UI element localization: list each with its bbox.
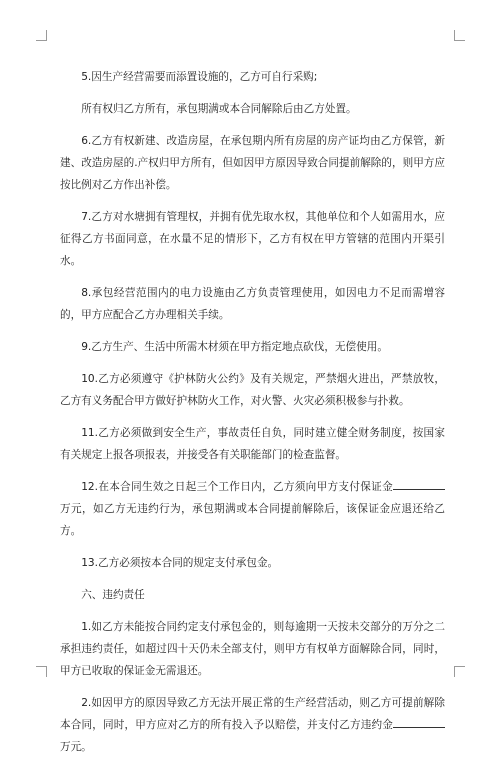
liability-clause-2 bbox=[60, 692, 445, 758]
clause-13: 13.乙方必须按本合同的规定支付承包金。 bbox=[81, 557, 279, 569]
penalty-amount-blank[interactable] bbox=[393, 715, 445, 728]
crop-mark-bottom-right bbox=[454, 666, 465, 677]
clause-6: 6.乙方有权新建、改造房屋，在承包期内所有房屋的房产证均由乙方保管，新建、改造房屋的.产权归甲方所有，但如因甲方原因导致合同提前解除的，则甲方应按比例对乙方作出补偿。 bbox=[60, 135, 445, 191]
clause-11: 11.乙方必须做到安全生产，事故责任自负，同时建立健全财务制度，按国家有关规定上报各项报表，并接受各有关职能部门的检查监督。 bbox=[60, 427, 445, 461]
liability-clause-2-text-after: 万元。 bbox=[60, 741, 92, 753]
section-heading-liability: 六、违约责任 bbox=[81, 589, 145, 601]
liability-clause-1: 1.如乙方未能按合同约定支付承包金的，则每逾期一天按未交部分的万分之二承担违约责任，如超过四十天仍未全部支付，则甲方有权单方面解除合同，同时，甲方已收取的保证金无需退还。 bbox=[60, 621, 445, 677]
deposit-amount-blank[interactable] bbox=[393, 477, 445, 490]
document-body bbox=[60, 66, 445, 758]
crop-mark-bottom-left bbox=[36, 666, 47, 677]
clause-5-continuation: 所有权归乙方所有，承包期满或本合同解除后由乙方处置。 bbox=[81, 103, 357, 115]
clause-8: 8.承包经营范围内的电力设施由乙方负责管理使用，如因电力不足而需增容的，甲方应配合乙方办理相关手续。 bbox=[60, 287, 445, 321]
crop-mark-top-right bbox=[454, 30, 465, 41]
clause-10: 10.乙方必须遵守《护林防火公约》及有关规定，严禁烟火进出，严禁放牧，乙方有义务配合甲方做好护林防火工作，对火警、火灾必须积极参与扑救。 bbox=[60, 373, 445, 407]
clause-12 bbox=[60, 476, 445, 542]
clause-12-text-before: 12.在本合同生效之日起三个工作日内，乙方须向甲方支付保证金 bbox=[81, 481, 393, 493]
clause-12-text-after: 万元，如乙方无违约行为，承包期满或本合同提前解除后，该保证金应退还给乙方。 bbox=[60, 503, 445, 537]
clause-5: 5.因生产经营需要而添置设施的，乙方可自行采购; bbox=[81, 71, 318, 83]
liability-clause-2-text-before: 2.如因甲方的原因导致乙方无法开展正常的生产经营活动，则乙方可提前解除本合同，同时，甲方应对乙方的所有投入予以赔偿，并支付乙方违约金 bbox=[60, 697, 445, 731]
clause-9: 9.乙方生产、生活中所需木材须在甲方指定地点砍伐，无偿使用。 bbox=[81, 341, 388, 353]
crop-mark-top-left bbox=[36, 30, 47, 41]
clause-7: 7.乙方对水塘拥有管理权，并拥有优先取水权，其他单位和个人如需用水，应征得乙方书面同意，在水量不足的情形下，乙方有权在甲方管辖的范围内开渠引水。 bbox=[60, 211, 445, 267]
